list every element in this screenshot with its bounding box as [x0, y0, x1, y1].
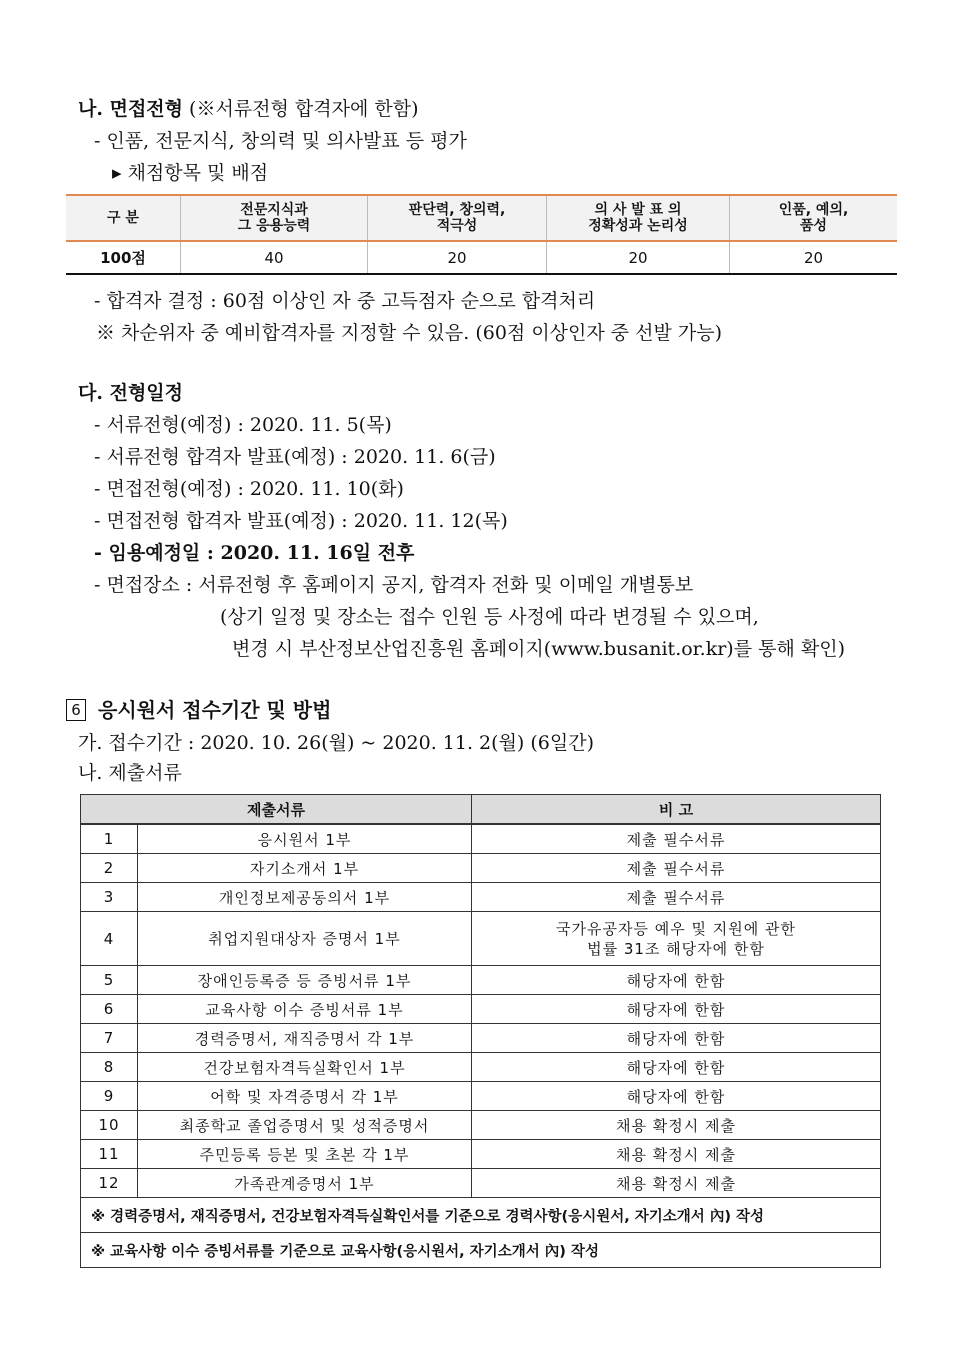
score-cell: 40	[181, 241, 368, 274]
scoring-items-label: ▸ 채점항목 및 배점	[112, 162, 269, 184]
section-na-title-note: (※서류전형 합격자에 한함)	[189, 98, 419, 120]
table-row: 6 교육사항 이수 증빙서류 1부 해당자에 한함	[81, 995, 881, 1024]
schedule-item: - 서류전형(예정) : 2020. 11. 5(목)	[94, 414, 392, 436]
score-table-header-row	[66, 195, 897, 241]
table-row: 1 응시원서 1부 제출 필수서류	[81, 824, 881, 854]
interview-location: - 면접장소 : 서류전형 후 홈페이지 공지, 합격자 전화 및 이메일 개별통보	[94, 574, 694, 596]
schedule-item: - 면접전형(예정) : 2020. 11. 10(화)	[94, 478, 404, 500]
score-header: 인품, 예의, 품성	[730, 195, 898, 241]
table-row: 12 가족관계증명서 1부 채용 확정시 제출	[81, 1169, 881, 1198]
schedule-note: 변경 시 부산정보산업진흥원 홈페이지(www.busanit.or.kr)를 통해 확인)	[232, 638, 845, 660]
table-note-row	[81, 1233, 881, 1268]
score-header: 구 분	[66, 195, 181, 241]
documents-table	[80, 794, 881, 1268]
table-row: 4 취업지원대상자 증명서 1부 국가유공자등 예우 및 지원에 관한 법률 31조 해당자에 한함	[81, 912, 881, 966]
docs-label: 나. 제출서류	[78, 762, 182, 784]
score-cell: 20	[368, 241, 547, 274]
table-row: 7 경력증명서, 재직증명서 각 1부 해당자에 한함	[81, 1024, 881, 1053]
score-cell: 20	[730, 241, 898, 274]
table-note-row	[81, 1198, 881, 1233]
section-na-title: 나. 면접전형	[78, 98, 183, 120]
table-row: 3 개인정보제공동의서 1부 제출 필수서류	[81, 883, 881, 912]
table-row: 5 장애인등록증 등 증빙서류 1부 해당자에 한함	[81, 966, 881, 995]
score-header: 전문지식과 그 응용능력	[181, 195, 368, 241]
schedule-note: (상기 일정 및 장소는 접수 인원 등 사정에 따라 변경될 수 있으며,	[220, 606, 759, 628]
table-row: 8 건강보험자격득실확인서 1부 해당자에 한함	[81, 1053, 881, 1082]
table-row: 10 최종학교 졸업증명서 및 성적증명서 채용 확정시 제출	[81, 1111, 881, 1140]
score-cell: 20	[547, 241, 730, 274]
application-period: 가. 접수기간 : 2020. 10. 26(월) ~ 2020. 11. 2(월) (6일간)	[78, 732, 594, 754]
section-na-heading	[78, 94, 419, 121]
score-cell: 100점	[66, 241, 181, 274]
score-table-row	[66, 241, 897, 274]
score-header: 판단력, 창의력, 적극성	[368, 195, 547, 241]
documents-header-row	[81, 795, 881, 825]
section-number-box: 6	[66, 699, 86, 721]
remarks-header: 비 고	[472, 795, 881, 825]
evaluation-line: - 인품, 전문지식, 창의력 및 의사발표 등 평가	[94, 130, 467, 152]
score-header: 의 사 발 표 의 정확성과 논리성	[547, 195, 730, 241]
pass-decision: - 합격자 결정 : 60점 이상인 자 중 고득점자 순으로 합격처리	[94, 290, 596, 312]
section-6-heading	[66, 694, 331, 723]
score-table	[66, 194, 897, 275]
documents-header: 제출서류	[81, 795, 472, 825]
career-note: ※ 경력증명서, 재직증명서, 건강보험자격득실확인서를 기준으로 경력사항(응시원서, 자기소개서 內) 작성	[81, 1198, 881, 1233]
section-da-title: 다. 전형일정	[78, 382, 183, 404]
appointment-date: - 임용예정일 : 2020. 11. 16일 전후	[94, 542, 415, 564]
table-row: 11 주민등록 등본 및 초본 각 1부 채용 확정시 제출	[81, 1140, 881, 1169]
table-row: 9 어학 및 자격증명서 각 1부 해당자에 한함	[81, 1082, 881, 1111]
reserve-note: ※ 차순위자 중 예비합격자를 지정할 수 있음. (60점 이상인자 중 선발 가능)	[96, 322, 723, 344]
section-6-title: 응시원서 접수기간 및 방법	[98, 698, 332, 722]
schedule-item: - 서류전형 합격자 발표(예정) : 2020. 11. 6(금)	[94, 446, 496, 468]
education-note: ※ 교육사항 이수 증빙서류를 기준으로 교육사항(응시원서, 자기소개서 內) 작성	[81, 1233, 881, 1268]
table-row: 2 자기소개서 1부 제출 필수서류	[81, 854, 881, 883]
schedule-item: - 면접전형 합격자 발표(예정) : 2020. 11. 12(목)	[94, 510, 508, 532]
